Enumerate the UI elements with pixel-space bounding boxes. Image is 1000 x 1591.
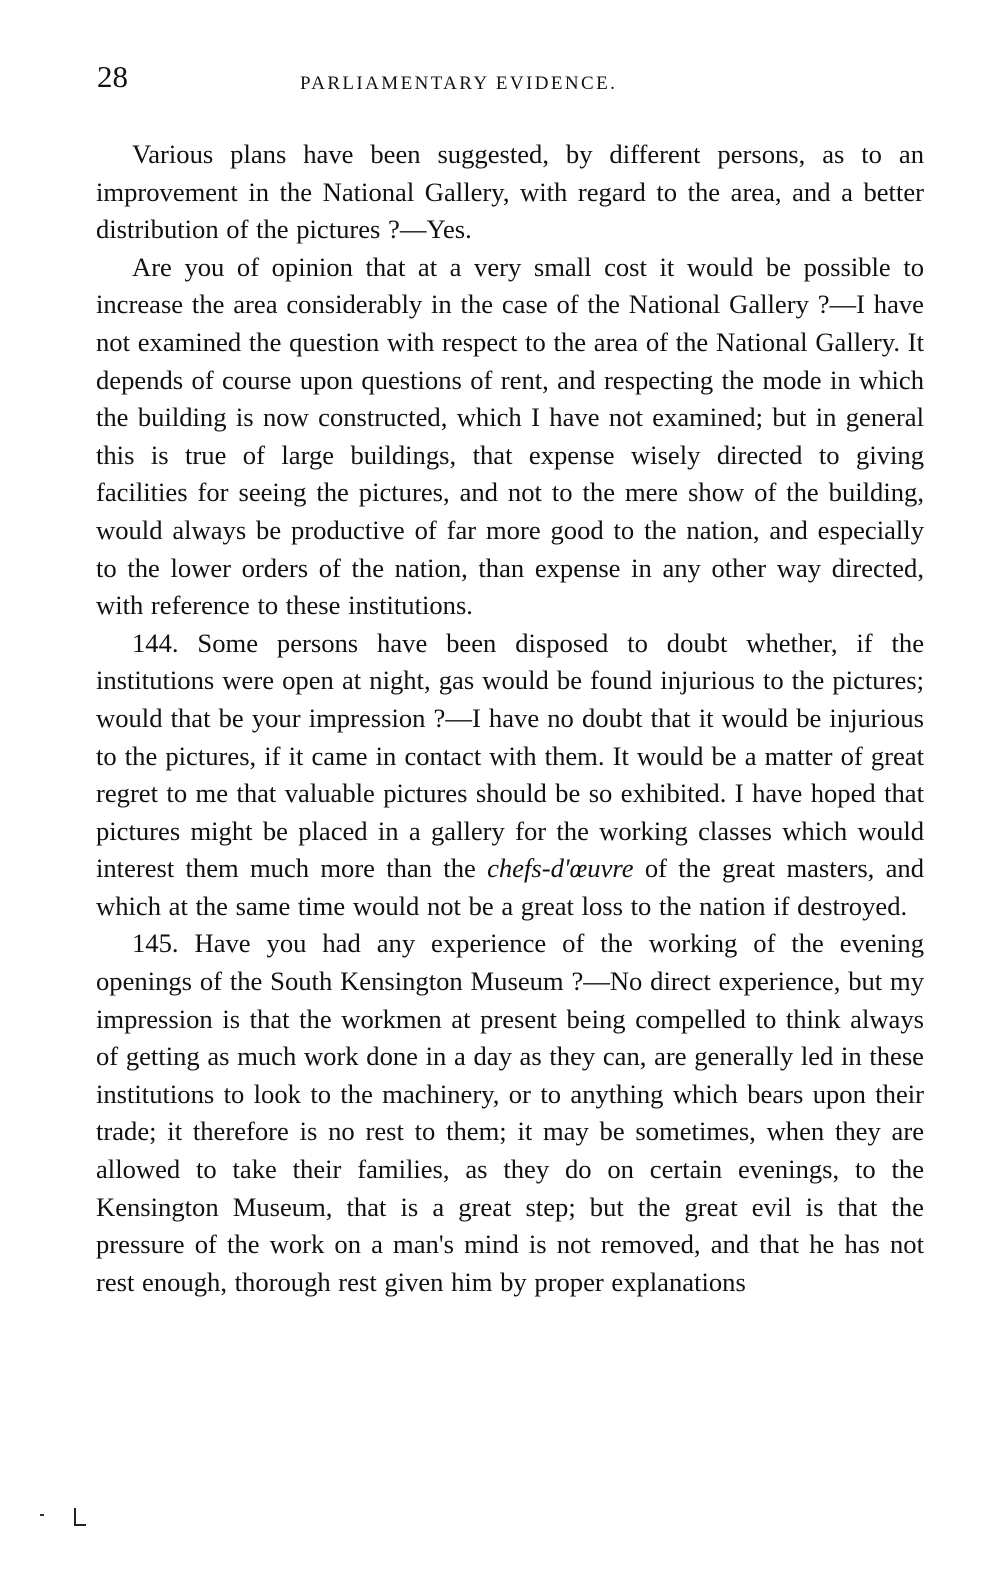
body-text bbox=[96, 136, 924, 1301]
paragraph-3-tail: of the great masters, and which at the same time would not be a great loss to the nation if destroyed. bbox=[96, 853, 924, 921]
print-speck bbox=[40, 1514, 44, 1516]
paragraph-3-italic-term: chefs-d'œuvre bbox=[487, 853, 634, 884]
paragraph-2: Are you of opinion that at a very small cost it would be possible to increase the area considerably in the case of the National Gallery ?—I have not examined the question with respect to the area of the National Gallery. It depends of course upon questions of rent, and respecting the mode in which the building is now constructed, which I have not examined; but in general this is true of large buildings, that expense wisely directed to giving facilities for seeing the pictures, and not to the mere show of the building, would always be productive of far more good to the nation, and especially to the lower orders of the nation, than expense in any other way directed, with reference to these institutions. bbox=[96, 251, 924, 621]
paragraph-3 bbox=[96, 625, 924, 926]
paragraph-1: Various plans have been suggested, by different persons, as to an improvement in the National Gallery, with regard to the area, and a better distribution of the pictures ?—Yes. bbox=[96, 139, 924, 245]
print-corner-mark bbox=[74, 1508, 86, 1526]
page-number: 28 bbox=[97, 59, 128, 94]
paragraph-4: 145. Have you had any experience of the working of the evening openings of the South Kensington Museum ?—No direct experience, but my impression is that the workmen at present being compelled to think always of getting as much work done in a day as they can, are generally led in these institutions to look to the machinery, or to anything which bears upon their trade; it therefore is no rest to them; it may be sometimes, when they are allowed to take their families, as they do on certain evenings, to the Kensington Museum, that is a great step; but the great evil is that the pressure of the work on a man's mind is not removed, and that he has not rest enough, thorough rest given him by proper explanations bbox=[96, 928, 924, 1297]
paragraph-3-text: 144. Some persons have been disposed to doubt whether, if the institutions were open at night, gas would be found injurious to the pictures; would that be your impression ?—I have no doubt that it would be injurious to the pictures, if it came in contact with them. It would be a matter of great regret to me that valuable pictures should be so exhibited. I have hoped that pictures might be placed in a gallery for the working classes which would interest them much more than the bbox=[96, 627, 924, 884]
running-head: PARLIAMENTARY EVIDENCE. bbox=[300, 73, 618, 94]
